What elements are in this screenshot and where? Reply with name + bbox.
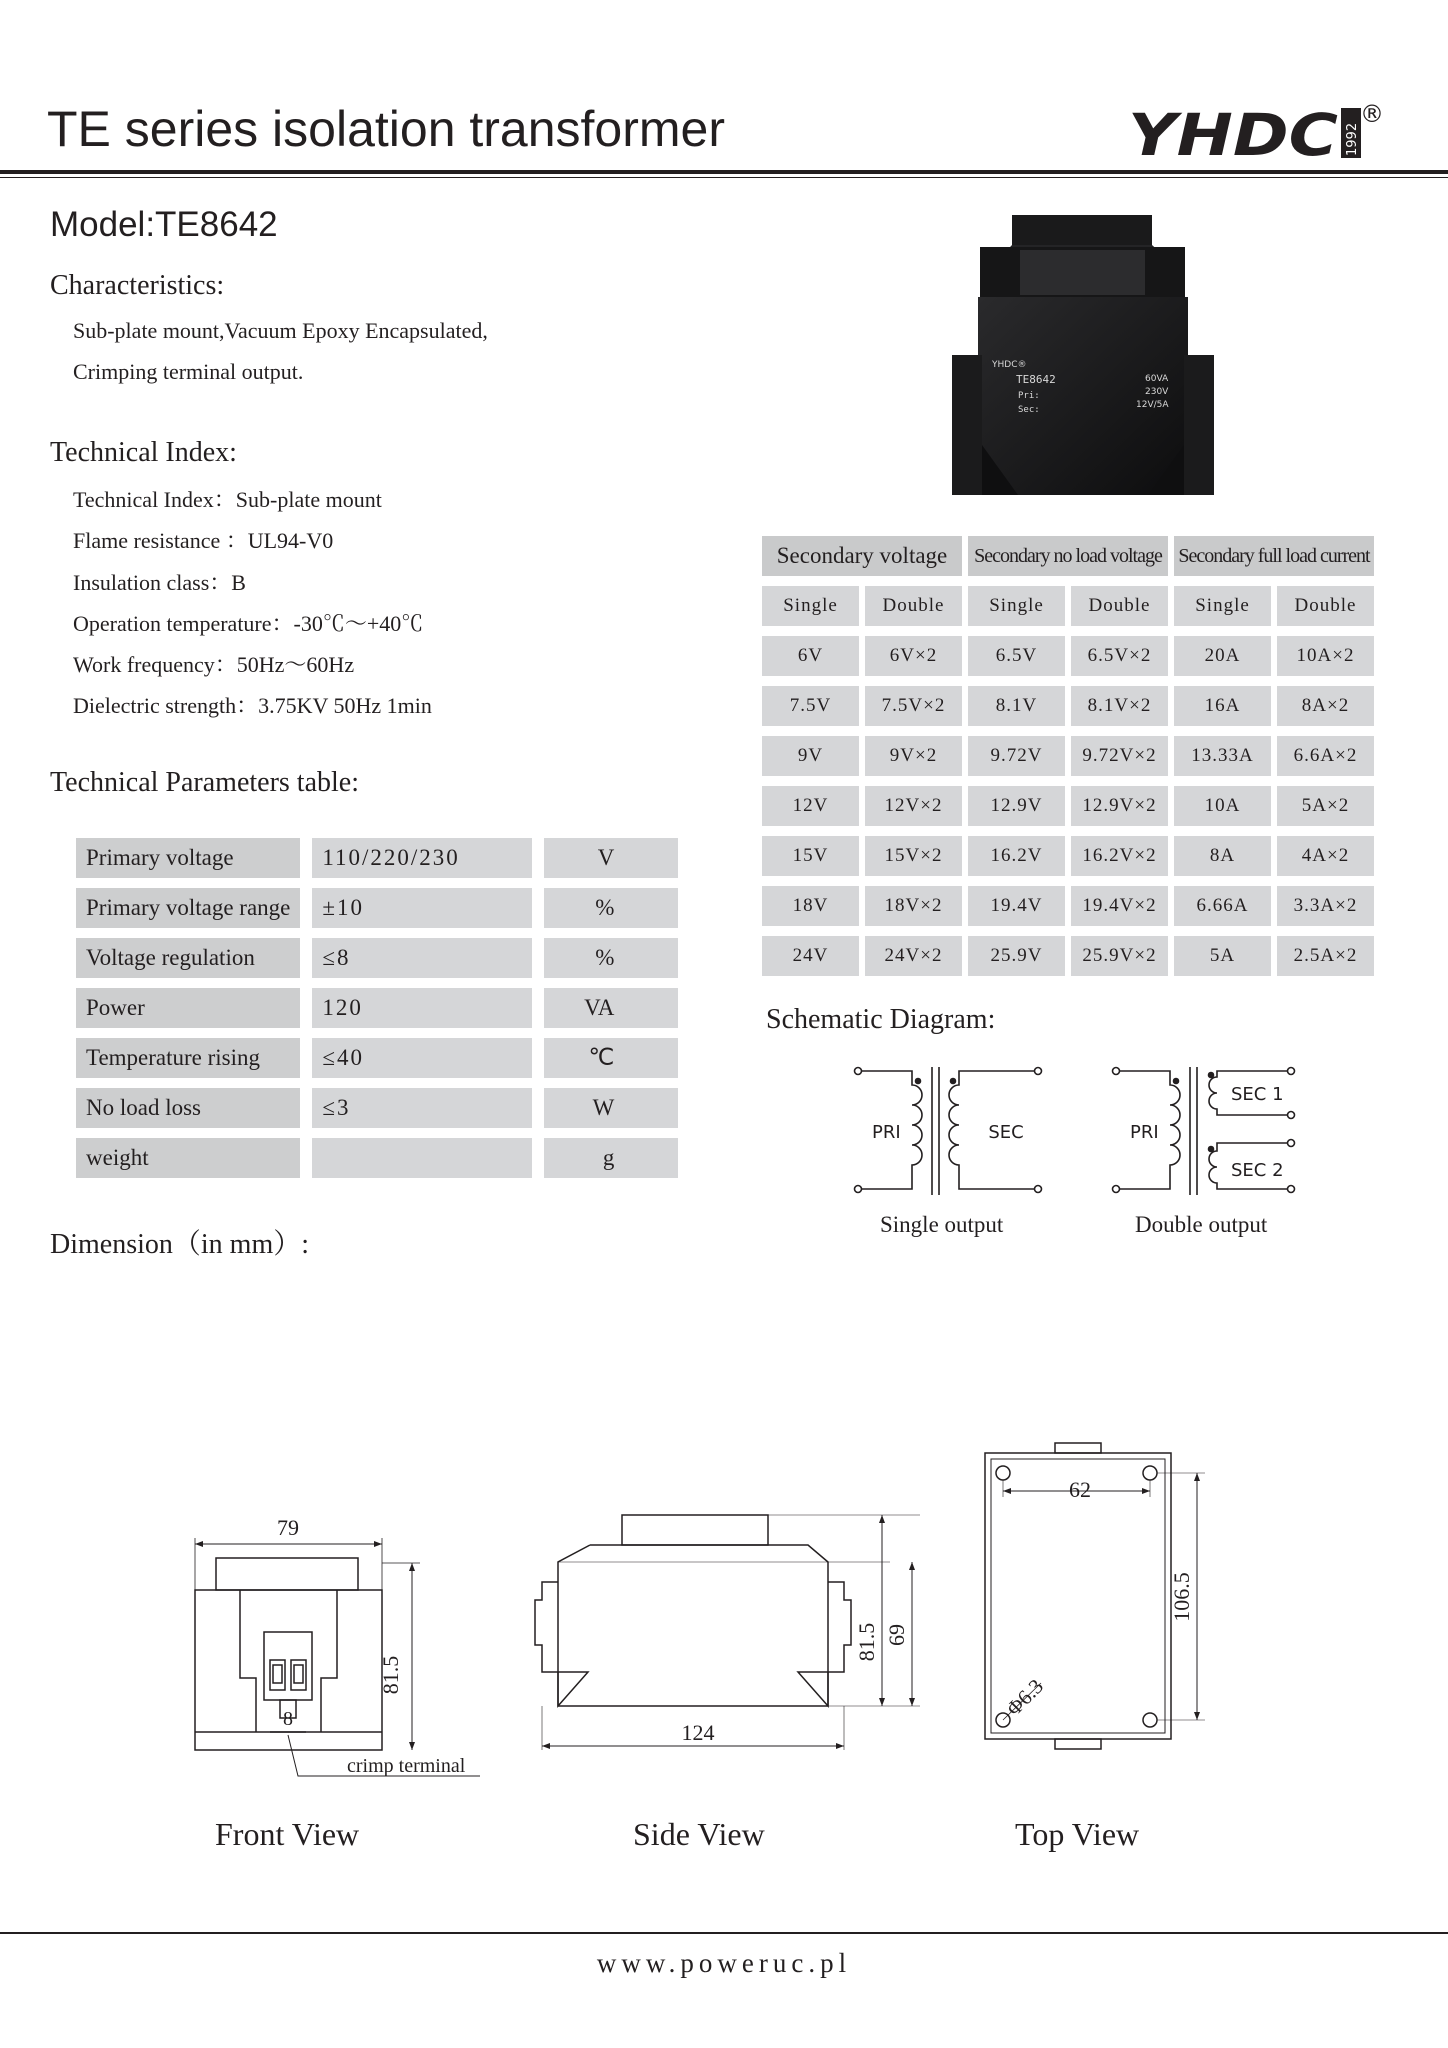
param-label: Voltage regulation bbox=[76, 938, 300, 978]
product-photo bbox=[940, 205, 1260, 510]
param-unit: % bbox=[544, 938, 678, 978]
table-cell: 6V×2 bbox=[865, 636, 962, 676]
svg-text:Sec:: Sec: bbox=[1018, 405, 1040, 415]
table-row bbox=[76, 1138, 678, 1178]
table-cell: 16.2V bbox=[968, 836, 1065, 876]
table-cell: 12.9V×2 bbox=[1071, 786, 1168, 826]
params-heading: Technical Parameters table: bbox=[50, 767, 359, 798]
top-view-drawing bbox=[965, 1435, 1225, 1760]
table-subheader-row bbox=[762, 586, 1374, 626]
param-label: weight bbox=[76, 1138, 300, 1178]
svg-text:SEC: SEC bbox=[988, 1122, 1024, 1143]
characteristics-line: Sub-plate mount,Vacuum Epoxy Encapsulated, bbox=[73, 318, 488, 343]
table-cell: 16A bbox=[1174, 686, 1271, 726]
table-cell: 10A×2 bbox=[1277, 636, 1374, 676]
front-view-caption: Front View bbox=[215, 1816, 360, 1852]
svg-text:crimp terminal: crimp terminal bbox=[347, 1755, 466, 1777]
table-header-row bbox=[762, 536, 1374, 576]
footer-website: www.poweruc.pl bbox=[596, 1948, 852, 1978]
table-cell: 12V×2 bbox=[865, 786, 962, 826]
param-unit: V bbox=[544, 838, 678, 878]
table-cell: 19.4V×2 bbox=[1071, 886, 1168, 926]
params-table bbox=[64, 828, 690, 1188]
table-cell: 8.1V bbox=[968, 686, 1065, 726]
side-view-drawing bbox=[530, 1500, 930, 1775]
table-row bbox=[762, 786, 1374, 826]
column-header: Secondary no load voltage bbox=[968, 536, 1168, 576]
param-label: Primary voltage bbox=[76, 838, 300, 878]
param-unit: VA bbox=[544, 988, 678, 1028]
svg-text:230V: 230V bbox=[1145, 387, 1169, 397]
param-value: ≤3 bbox=[312, 1088, 532, 1128]
svg-text:Φ6.3: Φ6.3 bbox=[1001, 1674, 1048, 1721]
tech-index-line: Dielectric strength：3.75KV 50Hz 1min bbox=[73, 693, 432, 718]
param-value: 120 bbox=[312, 988, 532, 1028]
brand-logo bbox=[1128, 100, 1388, 175]
table-cell: 7.5V×2 bbox=[865, 686, 962, 726]
column-subheader: Double bbox=[865, 586, 962, 626]
side-view-caption: Side View bbox=[633, 1816, 765, 1852]
svg-text:Pri:: Pri: bbox=[1018, 391, 1040, 401]
svg-text:79: 79 bbox=[277, 1515, 299, 1540]
schematic-caption-single: Single output bbox=[880, 1212, 1004, 1237]
table-cell: 15V×2 bbox=[865, 836, 962, 876]
table-row bbox=[76, 1038, 678, 1078]
top-view-caption: Top View bbox=[1015, 1816, 1140, 1852]
column-header: Secondary voltage bbox=[762, 536, 962, 576]
table-row bbox=[762, 836, 1374, 876]
characteristics-line: Crimping terminal output. bbox=[73, 359, 304, 384]
table-row bbox=[76, 838, 678, 878]
table-cell: 18V bbox=[762, 886, 859, 926]
table-cell: 6.5V bbox=[968, 636, 1065, 676]
tech-index-line: Work frequency：50Hz～60Hz bbox=[73, 652, 355, 677]
table-cell: 19.4V bbox=[968, 886, 1065, 926]
param-unit: ℃ bbox=[544, 1038, 678, 1078]
schematic-caption-double: Double output bbox=[1135, 1212, 1268, 1237]
table-cell: 6.6A×2 bbox=[1277, 736, 1374, 776]
table-cell: 8A×2 bbox=[1277, 686, 1374, 726]
svg-text:PRI: PRI bbox=[1130, 1122, 1159, 1143]
table-cell: 24V×2 bbox=[865, 936, 962, 976]
column-subheader: Single bbox=[968, 586, 1065, 626]
table-cell: 20A bbox=[1174, 636, 1271, 676]
column-subheader: Double bbox=[1277, 586, 1374, 626]
table-row bbox=[76, 938, 678, 978]
front-view-drawing bbox=[180, 1510, 500, 1795]
table-row bbox=[76, 988, 678, 1028]
tech-index-line: Operation temperature：-30℃～+40℃ bbox=[73, 611, 424, 636]
svg-text:YHDC: YHDC bbox=[1128, 101, 1338, 169]
param-unit: % bbox=[544, 888, 678, 928]
svg-text:®: ® bbox=[1360, 100, 1384, 128]
svg-text:124: 124 bbox=[681, 1720, 715, 1745]
param-value: 110/220/230 bbox=[312, 838, 532, 878]
table-cell: 9V×2 bbox=[865, 736, 962, 776]
table-row bbox=[762, 686, 1374, 726]
table-cell: 9V bbox=[762, 736, 859, 776]
table-cell: 25.9V×2 bbox=[1071, 936, 1168, 976]
svg-text:YHDC®: YHDC® bbox=[992, 360, 1027, 370]
svg-text:81.5: 81.5 bbox=[378, 1655, 403, 1695]
schematic-heading: Schematic Diagram: bbox=[766, 1004, 996, 1035]
table-cell: 13.33A bbox=[1174, 736, 1271, 776]
schematic-single bbox=[840, 1055, 1060, 1210]
param-unit: g bbox=[544, 1138, 678, 1178]
table-row bbox=[762, 636, 1374, 676]
column-header: Secondary full load current bbox=[1174, 536, 1374, 576]
header-rule-thin bbox=[0, 177, 1448, 178]
svg-text:SEC 1: SEC 1 bbox=[1231, 1084, 1284, 1105]
svg-text:60VA: 60VA bbox=[1145, 374, 1169, 384]
param-value bbox=[312, 1138, 532, 1178]
table-cell: 16.2V×2 bbox=[1071, 836, 1168, 876]
table-row bbox=[762, 736, 1374, 776]
param-value: ≤8 bbox=[312, 938, 532, 978]
table-cell: 6.66A bbox=[1174, 886, 1271, 926]
page-title: TE series isolation transformer bbox=[47, 101, 726, 157]
table-cell: 10A bbox=[1174, 786, 1271, 826]
svg-text:12V/5A: 12V/5A bbox=[1136, 400, 1169, 410]
technical-index-heading: Technical Index: bbox=[50, 437, 237, 468]
svg-text:TE8642: TE8642 bbox=[1016, 373, 1056, 386]
table-cell: 8.1V×2 bbox=[1071, 686, 1168, 726]
column-subheader: Single bbox=[1174, 586, 1271, 626]
table-cell: 24V bbox=[762, 936, 859, 976]
param-label: Primary voltage range bbox=[76, 888, 300, 928]
table-cell: 7.5V bbox=[762, 686, 859, 726]
table-cell: 9.72V bbox=[968, 736, 1065, 776]
tech-index-line: Insulation class：B bbox=[73, 570, 246, 595]
table-cell: 6V bbox=[762, 636, 859, 676]
param-label: Temperature rising bbox=[76, 1038, 300, 1078]
svg-text:8: 8 bbox=[283, 1708, 293, 1730]
param-value: ±10 bbox=[312, 888, 532, 928]
model-title: Model:TE8642 bbox=[50, 205, 278, 244]
table-row bbox=[762, 886, 1374, 926]
footer-rule bbox=[0, 1932, 1448, 1934]
dimension-heading: Dimension（in mm）: bbox=[50, 1229, 310, 1260]
table-cell: 25.9V bbox=[968, 936, 1065, 976]
column-subheader: Single bbox=[762, 586, 859, 626]
table-cell: 5A bbox=[1174, 936, 1271, 976]
param-label: No load loss bbox=[76, 1088, 300, 1128]
param-label: Power bbox=[76, 988, 300, 1028]
schematic-double bbox=[1098, 1055, 1318, 1210]
svg-text:SEC 2: SEC 2 bbox=[1231, 1160, 1284, 1181]
table-row bbox=[762, 936, 1374, 976]
characteristics-heading: Characteristics: bbox=[50, 270, 225, 301]
table-row bbox=[76, 888, 678, 928]
table-cell: 18V×2 bbox=[865, 886, 962, 926]
table-row bbox=[76, 1088, 678, 1128]
table-cell: 4A×2 bbox=[1277, 836, 1374, 876]
table-cell: 2.5A×2 bbox=[1277, 936, 1374, 976]
svg-text:62: 62 bbox=[1069, 1477, 1091, 1502]
table-cell: 12.9V bbox=[968, 786, 1065, 826]
svg-text:81.5: 81.5 bbox=[854, 1622, 879, 1662]
table-cell: 12V bbox=[762, 786, 859, 826]
svg-text:69: 69 bbox=[884, 1624, 909, 1646]
svg-text:PRI: PRI bbox=[872, 1122, 901, 1143]
table-cell: 15V bbox=[762, 836, 859, 876]
table-cell: 5A×2 bbox=[1277, 786, 1374, 826]
table-cell: 3.3A×2 bbox=[1277, 886, 1374, 926]
column-subheader: Double bbox=[1071, 586, 1168, 626]
tech-index-line: Technical Index：Sub-plate mount bbox=[73, 487, 382, 512]
table-cell: 6.5V×2 bbox=[1071, 636, 1168, 676]
svg-text:1992: 1992 bbox=[1345, 122, 1360, 156]
param-unit: W bbox=[544, 1088, 678, 1128]
table-cell: 8A bbox=[1174, 836, 1271, 876]
svg-text:106.5: 106.5 bbox=[1169, 1572, 1194, 1622]
secondary-table bbox=[756, 526, 1380, 986]
tech-index-line: Flame resistance ：UL94-V0 bbox=[73, 528, 334, 553]
param-value: ≤40 bbox=[312, 1038, 532, 1078]
table-cell: 9.72V×2 bbox=[1071, 736, 1168, 776]
